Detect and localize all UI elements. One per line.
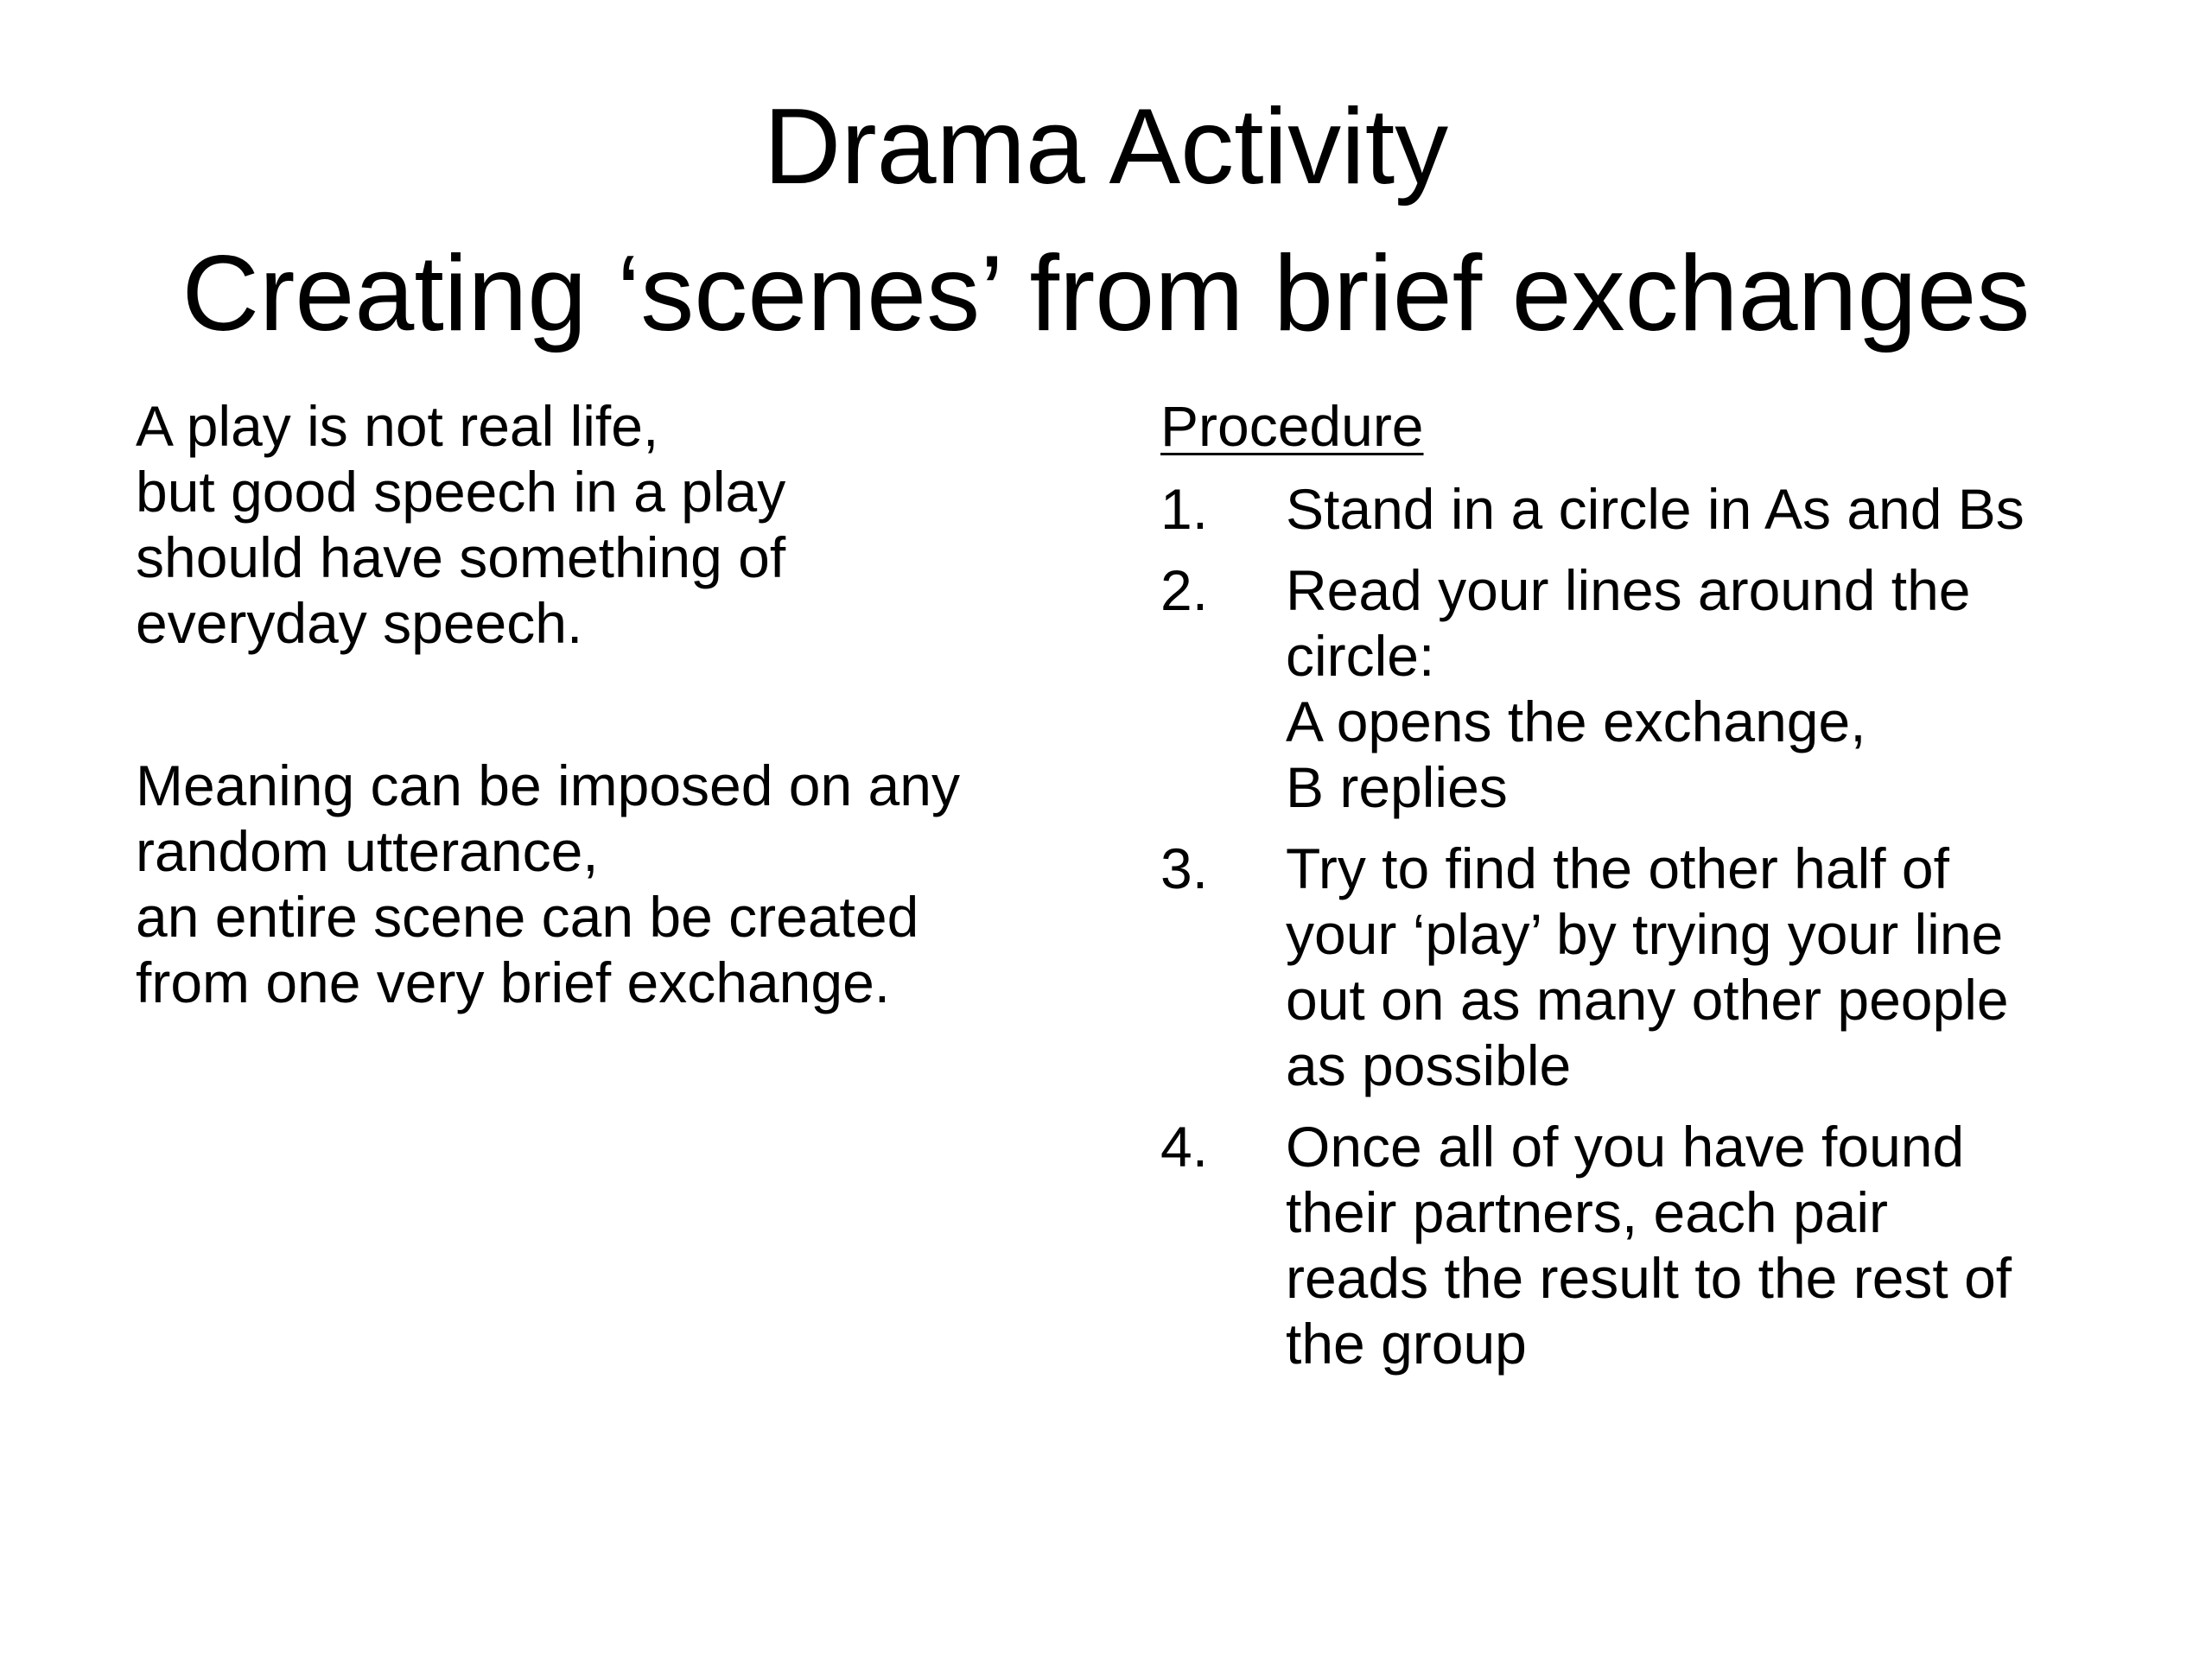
paragraph-meaning-imposed [136, 753, 1095, 1015]
step-line: circle: [1286, 624, 1435, 688]
paragraph-line: random utterance, [136, 819, 599, 883]
step-line: reads the result to the rest of [1286, 1246, 2012, 1310]
title-line-2: Creating ‘scenes’ from brief exchanges [181, 234, 2031, 353]
step-line: B replies [1286, 755, 1508, 819]
procedure-step-4 [1160, 1114, 2128, 1376]
step-line: out on as many other people [1286, 968, 2009, 1032]
step-text [1286, 1114, 2128, 1376]
step-text [1286, 557, 2128, 820]
step-line: the group [1286, 1312, 1527, 1376]
step-line: their partners, each pair [1286, 1180, 1889, 1244]
step-text [1286, 476, 2128, 542]
paragraph-line: A play is not real life, [136, 394, 659, 458]
paragraph-line: should have something of [136, 525, 786, 589]
step-number: 3. [1160, 836, 1209, 900]
title-line-1: Drama Activity [763, 87, 1449, 207]
right-column [1160, 393, 2128, 1392]
step-number: 4. [1160, 1115, 1209, 1179]
paragraph-line: an entire scene can be created [136, 885, 919, 949]
step-line: Once all of you have found [1286, 1115, 1965, 1179]
step-number: 2. [1160, 558, 1209, 622]
step-line: A opens the exchange, [1286, 690, 1866, 753]
procedure-list [1160, 476, 2128, 1376]
step-line: your ‘play’ by trying your line [1286, 902, 2004, 966]
procedure-step-2 [1160, 557, 2128, 820]
procedure-heading: Procedure [1160, 394, 1424, 458]
slide-title [0, 73, 2212, 367]
paragraph-play-not-real-life [136, 393, 1095, 656]
step-line: Stand in a circle in As and Bs [1286, 477, 2024, 541]
procedure-step-3 [1160, 836, 2128, 1098]
paragraph-line: from one very brief exchange. [136, 950, 891, 1014]
procedure-step-1 [1160, 476, 2128, 542]
step-text [1286, 836, 2128, 1098]
step-number: 1. [1160, 477, 1209, 541]
left-column [136, 393, 1095, 1015]
paragraph-line: but good speech in a play [136, 460, 786, 524]
paragraph-line: everyday speech. [136, 591, 583, 655]
step-line: as possible [1286, 1033, 1572, 1097]
step-line: Read your lines around the [1286, 558, 1971, 622]
paragraph-line: Meaning can be imposed on any [136, 753, 960, 817]
step-line: Try to find the other half of [1286, 836, 1949, 900]
